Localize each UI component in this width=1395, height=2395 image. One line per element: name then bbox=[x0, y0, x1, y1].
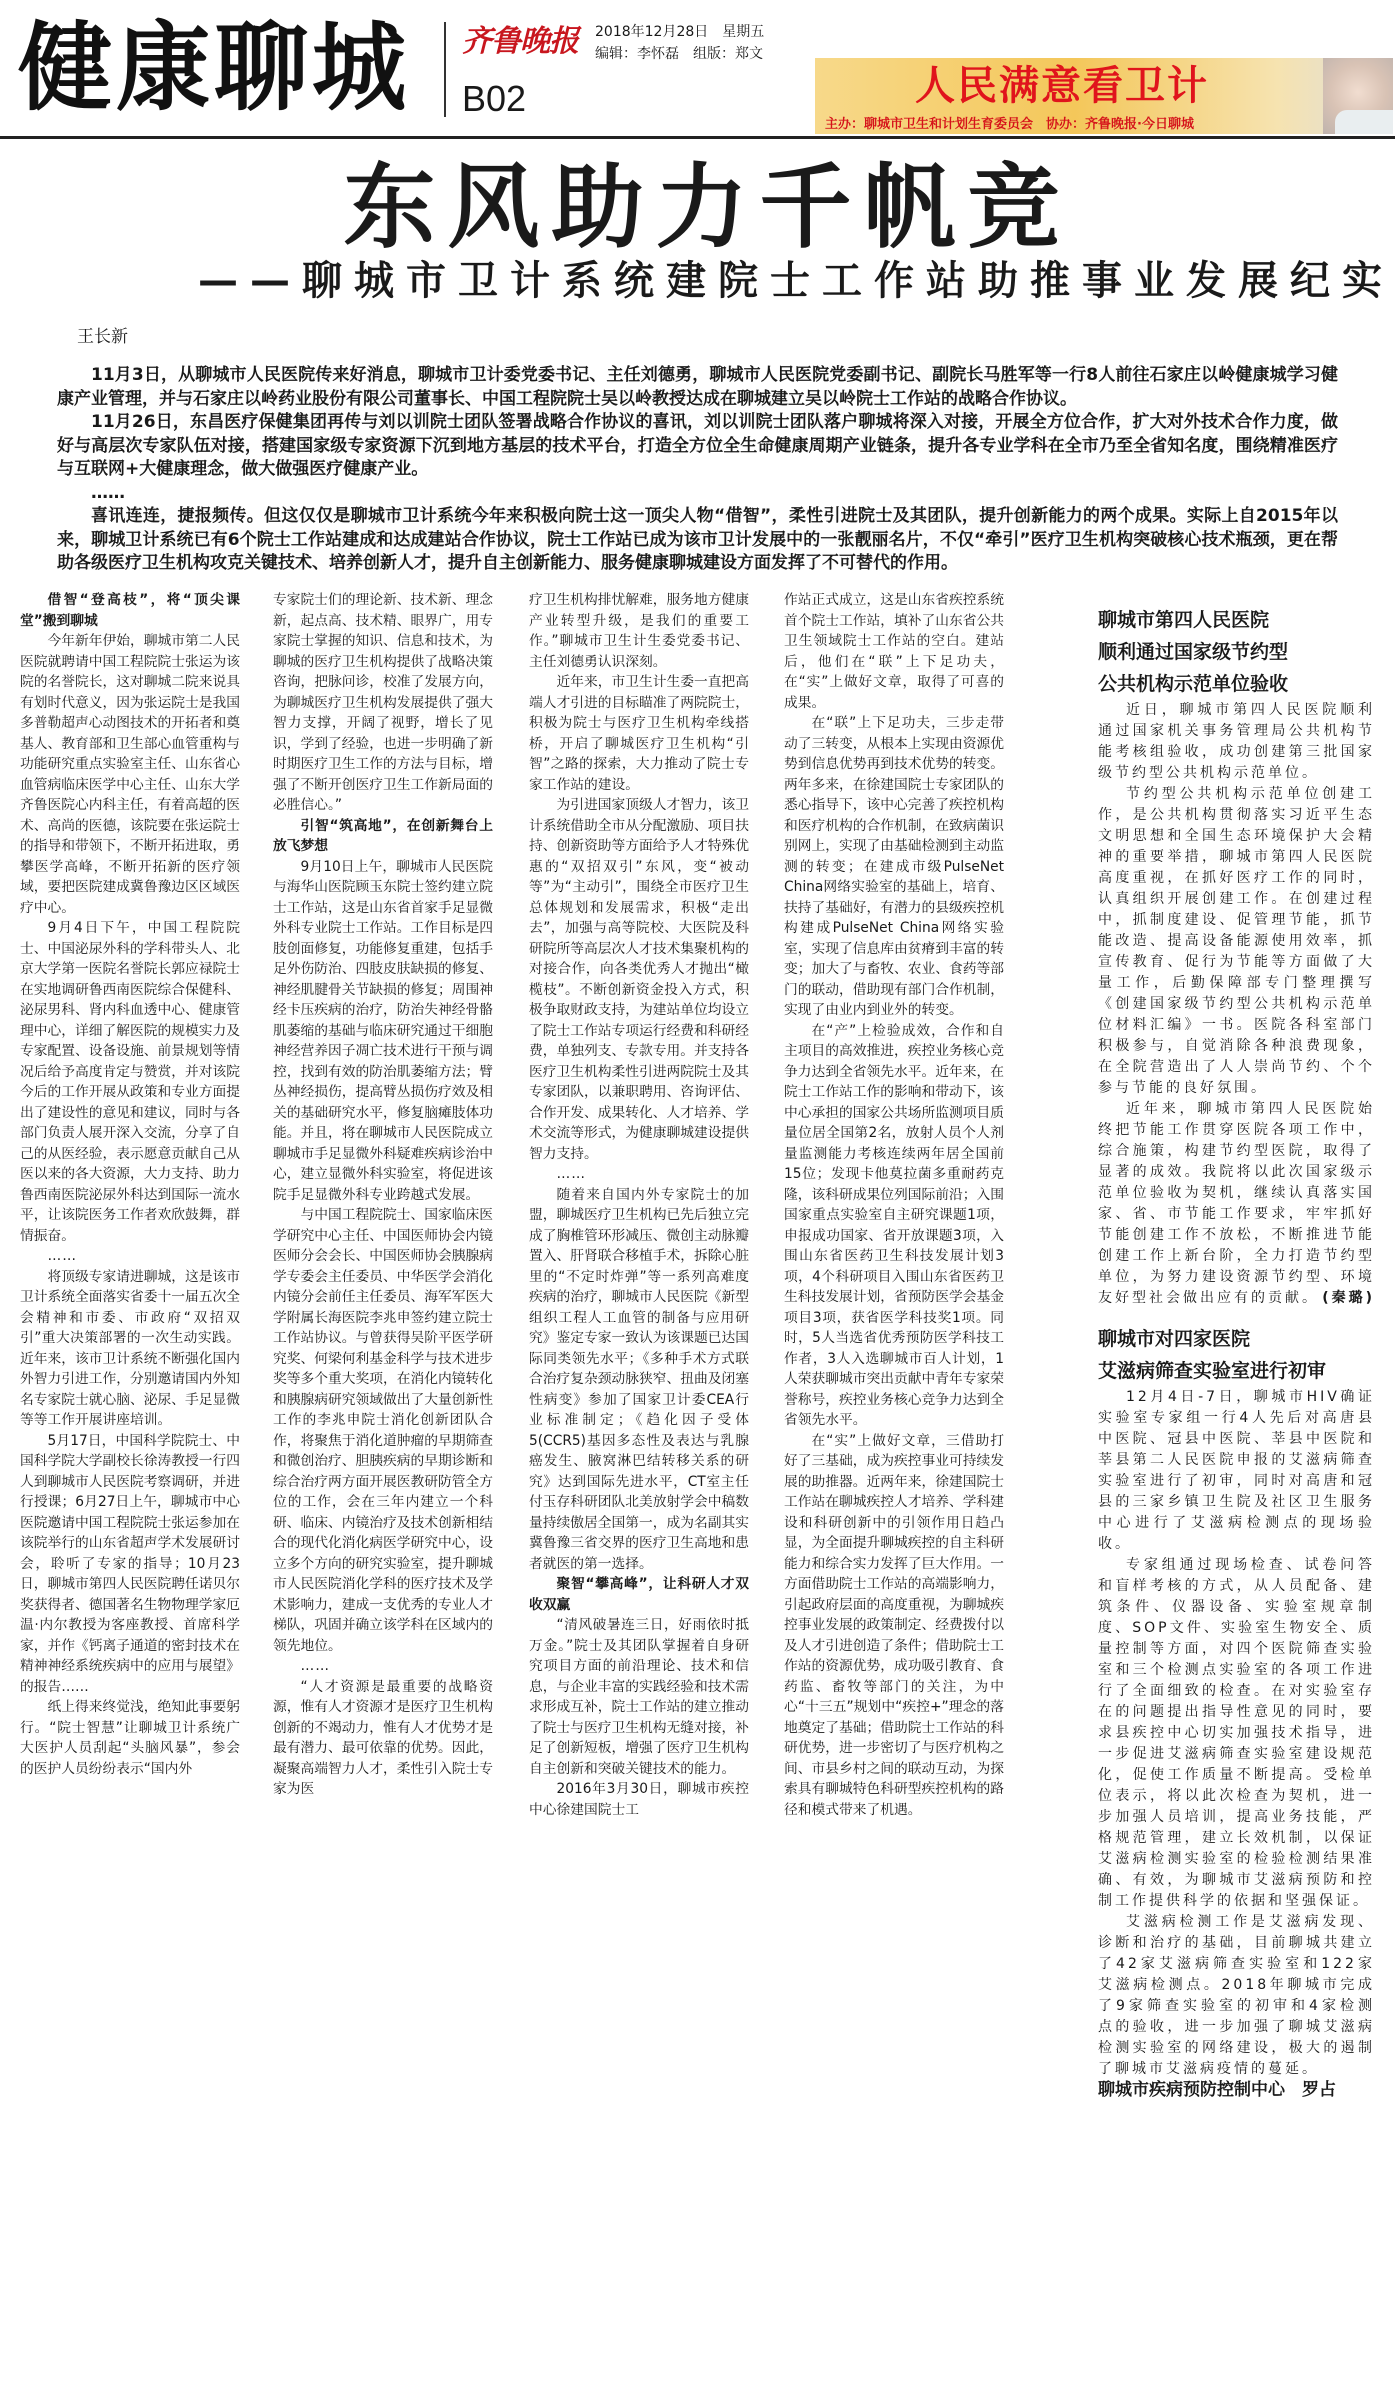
body-paragraph: 在“联”上下足功夫，三步走带动了三转变，从根本上实现由资源优势到信息优势再到技术优势的转变。两年多来，在徐建国院士专家团队的悉心指导下，该中心完善了疾控机构和医疗机构的合作机制，在致病菌识别网上，实现了由基础检测到主动监测的转变；在建成市级PulseNet China网络实验室的基础上，培育、扶持了基础好，有潜力的县级疾控机构建成PulseNet China网络实验室，实现了信息库由贫瘠到丰富的转变；加大了与畜牧、农业、食药等部门的联动，借助现有部门合作机制，实现了由业内到业外的转变。 bbox=[784, 715, 1005, 1018]
body-paragraph: 近日，聊城市第四人民医院顺利通过国家机关事务管理局公共机构节能考核组验收，成功创建第三批国家级节约型公共机构示范单位。 bbox=[1098, 702, 1375, 781]
body-paragraph: “清风破暑连三日，好雨依时抵万金。”院士及其团队掌握着自身研究项目方面的前沿理论、技术和信息，与企业丰富的实践经验和技术需求形成互补，院士工作站的建立推动了院士与医疗卫生机构无缝对接，补足了创新短板，增强了医疗卫生机构自主创新和突破关键技术的能力。 bbox=[529, 1617, 750, 1777]
header-divider bbox=[444, 22, 446, 117]
article-subtitle: ——聊城市卫计系统建院士工作站助推事业发展纪实 bbox=[198, 258, 1394, 304]
page-number: B02 bbox=[462, 78, 527, 119]
section-masthead: 健康聊城 bbox=[18, 12, 410, 124]
body-paragraph: 在“产”上检验成效，合作和自主项目的高效推进，疾控业务核心竞争力达到全省领先水平。近年来，在院士工作站工作的影响和带动下，该中心承担的国家公共场所监测项目质量位居全国第2名，放射人员个人剂量监测能力考核连续两年居全国前15位；发现卡他莫拉菌多重耐药克隆，该科研成果位列国际前沿；入围国家重点实验室自主研究课题1项，申报成功国家、省开放课题3项，入围山东省医药卫生科技发展计划3项，4个科研项目入围山东省医药卫生科技发展计划，省预防医学会基金项目3项，获省医学科技奖1项。同时，5人当选省优秀预防医学科技工作者，3人入选聊城市百人计划，1人荣获聊城市突出贡献中青年专家荣誉称号，疾控业务核心竞争力达到全省领先水平。 bbox=[784, 1022, 1005, 1428]
body-paragraph: 5月17日，中国科学院院士、中国科学院大学副校长徐涛教授一行四人到聊城市人民医院考察调研，并进行授课；6月27日上午，聊城市中心医院邀请中国工程院院士张运参加在该院举行的山东省超声学术发展研讨会，聆听了专家的指导；10月23日，聊城市第四人民医院聘任诺贝尔奖获得者、德国著名生物物理学家厄温·内尔教授为客座教授、首席科学家，并作《钙离子通道的密封技术在精神神经系统疾病中的应用与展望》的报告…… bbox=[20, 1432, 241, 1695]
banner-title: 人民满意看卫计 bbox=[915, 63, 1209, 109]
column-banner bbox=[815, 58, 1393, 134]
ellipsis: …… bbox=[47, 1248, 77, 1264]
lead-paragraph: 喜讯连连，捷报频传。但这仅仅是聊城市卫计系统今年来积极向院士这一顶尖人物“借智”，柔性引进院士及其团队，提升创新能力的两个成果。实际上自2015年以来，聊城卫计系统已有6个院士工作站建成和达成建站合作协议，院士工作站已成为该市卫计发展中的一张靓丽名片，不仅“牵引”医疗卫生机构突破核心技术瓶颈，更在帮助各级医疗卫生机构攻克关键技术、培养创新人才，提升自主创新能力、服务健康聊城建设方面发挥了不可替代的作用。 bbox=[57, 506, 1338, 573]
body-paragraph: 近年来，聊城市第四人民医院始终把节能工作贯穿医院各项工作中，综合施策，构建节约型医院，取得了显著的成效。我院将以此次国家级示范单位验收为契机，继续认真落实国家、省、市节能工作要求，牢牢抓好节能创建工作不放松，不断推进节能创建工作上新台阶，全力打造节约型单位，为努力建设资源节约型、环境友好型社会做出应有的贡献。 bbox=[1098, 1101, 1375, 1306]
body-paragraph: 12月4日-7日，聊城市HIV确证实验室专家组一行4人先后对高唐县中医院、冠县中医院、莘县中医院和莘县第二人民医院申报的艾滋病筛查实验室进行了初审，同时对高唐和冠县的三家乡镇卫生院及社区卫生服务中心进行了艾滋病检测点的现场验收。 bbox=[1098, 1389, 1375, 1552]
lead-paragraph: 11月3日，从聊城市人民医院传来好消息，聊城市卫计委党委书记、主任刘德勇，聊城市人民医院党委副书记、副院长马胜军等一行8人前往石家庄以岭健康城学习健康产业管理，并与石家庄以岭药业股份有限公司董事长、中国工程院院士吴以岭教授达成在聊城建立吴以岭院士工作站的战略合作协议。 bbox=[57, 365, 1338, 409]
body-paragraph: 2016年3月30日，聊城市疾控中心徐建国院士工 bbox=[529, 1781, 749, 1818]
continued-paragraph: 作站正式成立，这是山东省疾控系统首个院士工作站，填补了山东省公共卫生领域院士工作站的空白。建站后，他们在“联”上下足功夫，在“实”上做好文章，取得了可喜的成果。 bbox=[784, 592, 1005, 711]
editor-credit: 编辑：李怀磊 组版：郑文 bbox=[595, 46, 763, 62]
body-paragraph: 为引进国家顶级人才智力，该卫计系统借助全市从分配激励、项目扶持、创新资助等方面给予人才特殊优惠的“双招双引”东风，变“被动等”为“主动引”，围绕全市医疗卫生总体规划和发展需求，积极“走出去”，加强与高等院校、大医院及科研院所等高层次人才技术集聚机构的对接合作，向各类优秀人才抛出“橄榄枝”。不断创新资金投入方式，积极争取财政支持，为建站单位均设立了院士工作站专项运行经费和科研经费，单独列支、专款专用。并支持各医疗卫生机构柔性引进两院院士及其专家团队，以兼职聘用、咨询评估、合作开发、成果转化、人才培养、学术交流等形式，为健康聊城建设提供智力支持。 bbox=[529, 797, 750, 1162]
article-lead bbox=[57, 364, 1338, 576]
byline: (秦璐) bbox=[1322, 1290, 1375, 1306]
body-paragraph: 今年新年伊始，聊城市第二人民医院就聘请中国工程院院士张运为该院的名誉院长，这对聊城二院来说具有划时代意义，因为张运院士是我国多普勒超声心动图技术的开拓者和奠基人、教育部和卫生部心血管重构与功能研究重点实验室主任、山东省心血管病临床医学中心主任、山东大学齐鲁医院心内科主任，有着高超的医术、高尚的医德，该院要在张运院士的指导和带领下，不断开拓进取，勇攀医学高峰，不断开拓新的医疗领域，要把医院建成冀鲁豫边区区域医疗中心。 bbox=[20, 633, 241, 916]
body-paragraph: 9月4日下午，中国工程院院士、中国泌尿外科的学科带头人、北京大学第一医院名誉院长郭应禄院士在实地调研鲁西南医院综合保健科、泌尿男科、肾内科血透中心、健康管理中心，详细了解医院的规模实力及专家配置、设备设施、前景规划等情况后给予高度肯定与赞赏，并对该院今后的工作开展从政策和专业方面提出了建设性的意见和建议，同时与各部门负责人展开深入交流，分享了自己的从医经验，表示愿意贡献自己从医以来的各大资源，大力支持、助力鲁西南医院泌尿外科达到国际一流水平，让该院医务工作者欢欣鼓舞，群情振奋。 bbox=[20, 920, 241, 1244]
text-column-2 bbox=[273, 590, 493, 1800]
lead-ellipsis: …… bbox=[91, 482, 125, 503]
news-headline: 聊城市对四家医院 bbox=[1098, 1328, 1251, 1350]
text-column-5 bbox=[1098, 604, 1375, 2101]
text-column-3 bbox=[529, 590, 749, 1820]
header-rule bbox=[0, 136, 1395, 139]
ellipsis: …… bbox=[556, 1166, 586, 1182]
body-paragraph: 节约型公共机构示范单位创建工作，是公共机构贯彻落实习近平生态文明思想和全国生态环境保护大会精神的重要举措，聊城市第四人民医院高度重视，在抓好医疗工作的同时，认真组织开展创建工作。在创建过程中，抓制度建设、促管理节能，抓节能改造、提高设备能源使用效率，抓宣传教育、促行为节能等方面做了大量工作，后勤保障部专门整理撰写《创建国家级节约型公共机构示范单位材料汇编》一书。医院各科室部门积极参与，自觉消除各种浪费现象，在全院营造出了人人崇尚节约、个个参与节能的良好氛围。 bbox=[1098, 786, 1375, 1096]
body-paragraph: 将顶级专家请进聊城，这是该市卫计系统全面落实省委十一届五次全会精神和市委、市政府“双招双引”重大决策部署的一次生动实践。近年来，该市卫计系统不断强化国内外智力引进工作，分别邀请国内外知名专家院士就心脑、泌尿、手足显微等等工作开展讲座培训。 bbox=[20, 1268, 241, 1428]
article-author: 王长新 bbox=[77, 327, 128, 347]
byline-signature: 聊城市疾病预防控制中心 罗占 bbox=[1098, 2080, 1336, 2100]
article-title: 东风助力千帆竞 bbox=[343, 154, 1072, 261]
section-heading: 借智“登高枝”，将“顶尖课堂”搬到聊城 bbox=[20, 592, 240, 629]
body-paragraph: 近年来，市卫生计生委一直把高端人才引进的目标瞄准了两院院士，积极为院士与医疗卫生机构牵线搭桥，开启了聊城医疗卫生机构“引智”之路的探索，大力推动了院士专家工作站的建设。 bbox=[529, 674, 750, 793]
text-column-1 bbox=[20, 590, 240, 1779]
body-paragraph: “人才资源是最重要的战略资源，惟有人才资源才是医疗卫生机构创新的不竭动力，惟有人才优势才是最有潜力、最可依靠的优势。因此，凝聚高端智力人才，柔性引入院士专家为医 bbox=[273, 1678, 494, 1797]
continued-paragraph: 疗卫生机构排忧解难，服务地方健康产业转型升级，是我们的重要工作。”聊城市卫生计生委党委书记、主任刘德勇认识深刻。 bbox=[529, 592, 750, 670]
news-headline: 聊城市第四人民医院 bbox=[1098, 609, 1270, 631]
ellipsis: …… bbox=[300, 1658, 330, 1674]
lead-paragraph: 11月26日，东昌医疗保健集团再传与刘以训院士团队签署战略合作协议的喜讯，刘以训院士团队落户聊城将深入对接，开展全方位合作，扩大对外技术合作力度，做好与高层次专家队伍对接，搭建国家级专家资源下沉到地方基层的技术平台，打造全方位全生命健康周期产业链条，提升各专业学科在全市乃至全省知名度，围绕精准医疗与互联网+大健康理念，做大做强医疗健康产业。 bbox=[57, 412, 1338, 479]
text-column-4 bbox=[784, 590, 1004, 1820]
news-headline: 公共机构示范单位验收 bbox=[1098, 673, 1289, 695]
body-paragraph: 随着来自国内外专家院士的加盟，聊城医疗卫生机构已先后独立完成了胸椎管环形减压、微创主动脉瓣置入、肝肾联合移植手术，拆除心脏里的“不定时炸弹”等一系列高难度疾病的治疗，聊城市人民医院《新型组织工程人工血管的制备与应用研究》鉴定专家一致认为该课题已达国际同类领先水平；《多种手术方式联合治疗复杂颈动脉狭窄、扭曲及闭塞性病变》参加了国家卫计委CEA行业标准制定；《趋化因子受体5(CCR5)基因多态性及表达与乳腺癌发生、腋窝淋巴结转移关系的研究》达到国际先进水平，CT室主任付玉存科研团队北美放射学会中稿数量持续傲居全国第一，成为名副其实冀鲁豫三省交界的医疗卫生高地和患者就医的第一选择。 bbox=[529, 1186, 750, 1572]
issue-date: 2018年12月28日 星期五 bbox=[595, 24, 765, 40]
news-headline: 顺利通过国家级节约型 bbox=[1098, 641, 1289, 663]
news-headline: 艾滋病筛查实验室进行初审 bbox=[1098, 1360, 1327, 1382]
section-heading: 聚智“攀高峰”，让科研人才双收双赢 bbox=[529, 1576, 749, 1613]
body-paragraph: 9月10日上午，聊城市人民医院与海华山医院顾玉东院士签约建立院士工作站，这是山东省首家手足显微外科专业院士工作站。工作目标是四肢创面修复，功能修复重建，包括手足外伤防治、四肢皮肤缺损的修复、神经肌腱骨关节缺损的修复；周围神经卡压疾病的治疗，防治失神经骨骼肌萎缩的基础与临床研究通过干细胞神经营养因子凋亡技术进行干预与调控，找到有效的防治肌萎缩方法；臂丛神经损伤，提高臂丛损伤疗效及相关的基础研究水平，修复脑瘫肢体功能。并且，将在聊城市人民医院成立聊城市手足显微外科疑难疾病诊治中心，建立显微外科实验室，将促进该院手足显微外科专业跨越式发展。 bbox=[273, 858, 494, 1203]
newspaper-logo: 齐鲁晚报 bbox=[462, 24, 578, 59]
body-paragraph: 专家组通过现场检查、试卷问答和盲样考核的方式，从人员配备、建筑条件、仪器设备、实验室规章制度、SOP文件、实验室生物安全、质量控制等方面，对四个医院筛查实验室和三个检测点实验室的各项工作进行了全面细致的检查。在对实验室存在的问题提出指导性意见的同时，要求县疾控中心切实加强技术指导，进一步促进艾滋病筛查实验室建设规范化，促使工作质量不断提高。受检单位表示，将以此次检查为契机，进一步加强人员培训，提高业务技能，严格规范管理，建立长效机制，以保证艾滋病检测实验室的检验检测结果准确、有效，为聊城市艾滋病预防和控制工作提供科学的依据和坚强保证。 bbox=[1098, 1557, 1375, 1909]
body-paragraph: 艾滋病检测工作是艾滋病发现、诊断和治疗的基础，目前聊城共建立了42家艾滋病筛查实验室和122家艾滋病检测点。2018年聊城市完成了9家筛查实验室的初审和4家检测点的验收，进一步加强了聊城艾滋病检测实验室的网络建设，极大的遏制了聊城市艾滋病疫情的蔓延。 bbox=[1098, 1914, 1375, 2077]
banner-doctor-image bbox=[1323, 58, 1393, 134]
continued-paragraph: 专家院士们的理论新、技术新、理念新，起点高、技术精、眼界广，用专家院士掌握的知识、信息和技术，为聊城的医疗卫生机构提供了战略决策咨询，把脉问诊，校准了发展方向，为聊城医疗卫生机构发展提供了强大智力支撑，开阔了视野，增长了见识，学到了经验，也进一步明确了新时期医疗卫生工作的方法与目标，增强了不断开创医疗卫生工作新局面的必胜信心。” bbox=[273, 592, 494, 813]
body-paragraph: 纸上得来终觉浅，绝知此事要躬行。“院士智慧”让聊城卫计系统广大医护人员刮起“头脑风暴”，参会的医护人员纷纷表示“国内外 bbox=[20, 1699, 241, 1777]
banner-sponsors: 主办：聊城市卫生和计划生育委员会 协办：齐鲁晚报·今日聊城 bbox=[825, 117, 1194, 132]
body-paragraph: 与中国工程院院士、国家临床医学研究中心主任、中国医师协会内镜医师分会会长、中国医师协会胰腺病学专委会主任委员、中华医学会消化内镜分会前任主任委员、海军军医大学附属长海医院李兆申签约建立院士工作站协议。与曾获得吴阶平医学研究奖、何梁何利基金科学与技术进步奖等多个重大奖项，在消化内镜转化和胰腺病研究领域做出了大量创新性工作的李兆申院士消化创新团队合作，将聚焦于消化道肿瘤的早期筛查和微创治疗、胆胰疾病的早期诊断和综合治疗两方面开展医教研防管全方位的工作，会在三年内建立一个科研、临床、内镜治疗及技术创新相结合的现代化消化病医学研究中心，设立多个方向的研究实验室，提升聊城市人民医院消化学科的医疗技术及学术影响力，建成一支优秀的专业人才梯队，巩固并确立该学科在区域内的领先地位。 bbox=[273, 1207, 494, 1654]
body-paragraph: 在“实”上做好文章，三借助打好了三基础，成为疾控事业可持续发展的助推器。近两年来，徐建国院士工作站在聊城疾控人才培养、学科建设和科研创新中的引领作用日趋凸显，为全面提升聊城疾控的自主科研能力和综合实力发挥了巨大作用。一方面借助院士工作站的高端影响力，引起政府层面的高度重视，为聊城疾控事业发展的政策制定、经费拨付以及人才引进创造了条件；借助院士工作站的资源优势，成功吸引教育、食药监、畜牧等部门的关注，为中心“十三五”规划中“疾控+”理念的落地奠定了基础；借助院士工作站的科研优势，进一步密切了与医疗机构之间、市县乡村之间的联动互动，为探索具有聊城特色科研型疾控机构的路径和模式带来了机遇。 bbox=[784, 1432, 1005, 1818]
section-heading: 引智“筑高地”，在创新舞台上放飞梦想 bbox=[273, 817, 493, 854]
